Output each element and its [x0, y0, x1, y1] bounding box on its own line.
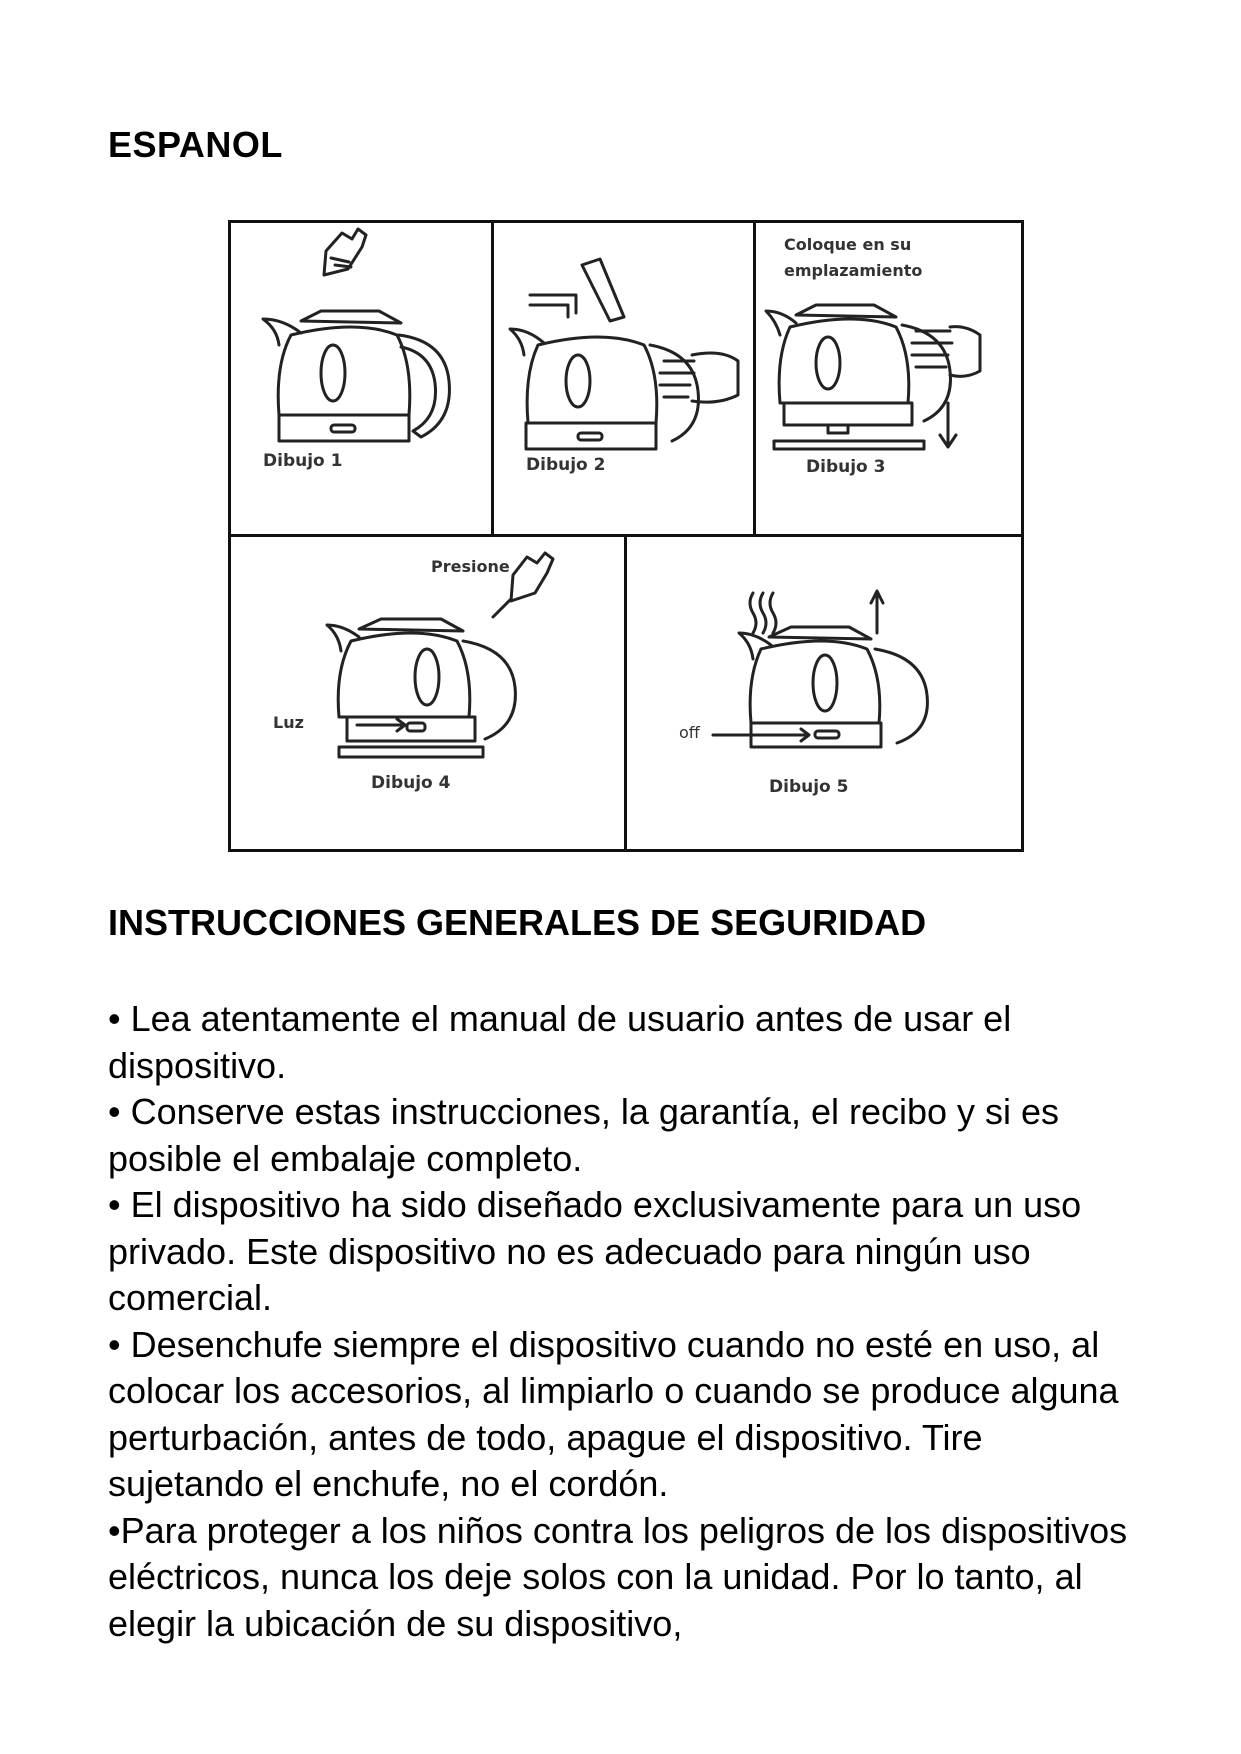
safety-instruction-item: • Lea atentamente el manual de usuario antes de usar el dispositivo.: [108, 998, 1012, 1086]
figure-panel-3: [756, 223, 1021, 537]
kettle-fill-drawing: [494, 223, 753, 534]
kettle-place-on-base-drawing: [756, 223, 1018, 534]
panel-5-label: Dibujo 5: [769, 777, 849, 797]
kettle-lid-press-drawing: [231, 223, 491, 534]
panel-3-note-line1: Coloque en su: [784, 235, 912, 254]
safety-section-heading: INSTRUCCIONES GENERALES DE SEGURIDAD: [108, 902, 927, 943]
figure-panel-5: [627, 537, 1021, 849]
figure-panel-2: [494, 223, 756, 537]
panel-4-press-callout: Presione: [431, 557, 510, 576]
safety-instruction-item: • Conserve estas instrucciones, la garantía, el recibo y si es posible el embalaje completo.: [108, 1091, 1060, 1179]
panel-1-label: Dibujo 1: [263, 451, 343, 471]
kettle-switch-on-drawing: [231, 537, 624, 846]
panel-3-note-line2: emplazamiento: [784, 261, 923, 280]
panel-3-label: Dibujo 3: [806, 457, 886, 477]
panel-2-label: Dibujo 2: [526, 455, 606, 475]
language-heading: ESPANOL: [108, 124, 283, 165]
safety-instruction-item: • El dispositivo ha sido diseñado exclusivamente para un uso privado. Este dispositivo no es adecuado para ningún uso comercial.: [108, 1184, 1082, 1318]
panel-4-label: Dibujo 4: [371, 773, 451, 793]
panel-4-light-callout: Luz: [273, 713, 304, 732]
safety-instruction-list: [108, 996, 1148, 1647]
panel-5-off-callout: off: [679, 723, 700, 742]
safety-instruction-item: •Para proteger a los niños contra los peligros de los dispositivos eléctricos, nunca los deje solos con la unidad. Por lo tanto, al elegir la ubicación de su dispositivo,: [108, 1509, 1128, 1644]
figure-panel-1: [231, 223, 494, 537]
kettle-auto-off-drawing: [627, 537, 1018, 846]
kettle-instruction-figure: [228, 220, 1024, 852]
figure-panel-4: [231, 537, 627, 849]
safety-instruction-item: • Desenchufe siempre el dispositivo cuando no esté en uso, al colocar los accesorios, al limpiarlo o cuando se produce alguna perturbación, antes de todo, apague el dispositivo. Tire sujetando el enchufe, no el cordón.: [108, 1323, 1119, 1504]
